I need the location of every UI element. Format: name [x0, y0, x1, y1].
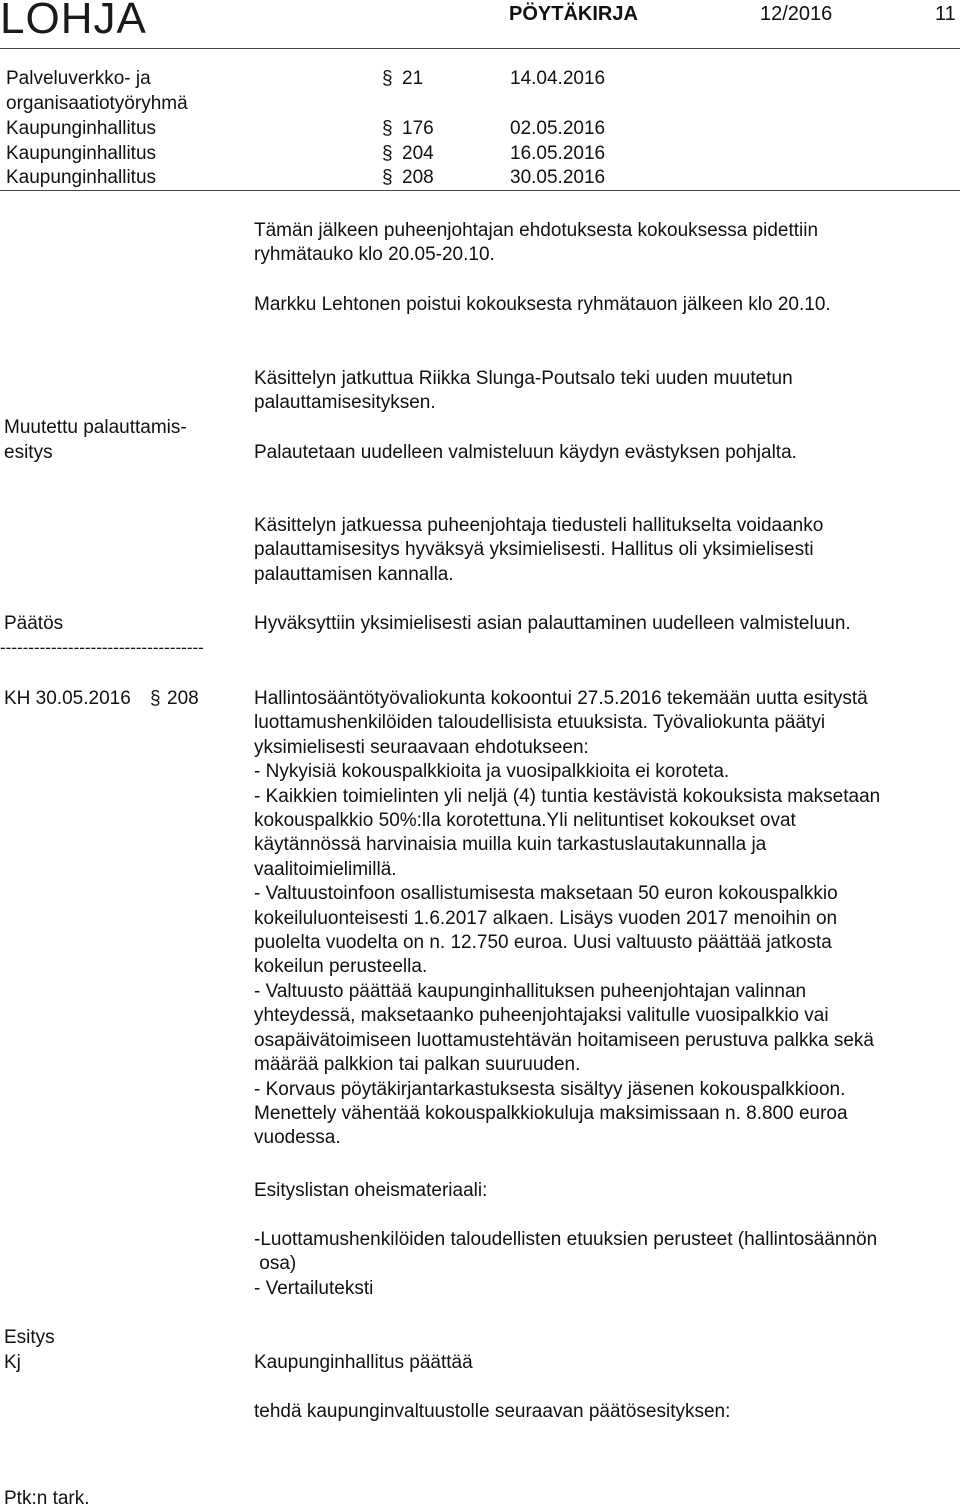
section-sign-icon: § — [382, 167, 393, 188]
text-line: yksimielisesti seuraavaan ehdotukseen: — [254, 736, 589, 758]
text-line: vaalitoimielimillä. — [254, 858, 397, 880]
text-line: määrää palkkion tai palkan suuruuden. — [254, 1054, 581, 1076]
text-line: Kaupunginhallitus päättää — [254, 1352, 473, 1373]
history-date: 16.05.2016 — [510, 143, 606, 164]
attachments-title — [254, 1179, 954, 1203]
text-line: ryhmätauko klo 20.05-20.10. — [254, 244, 495, 266]
history-body: Palveluverkko- ja — [6, 68, 151, 89]
lohja-logo: LOHJA — [0, 0, 147, 43]
history-date: 02.05.2016 — [510, 118, 606, 139]
text-line: palauttamisesityksen. — [254, 392, 436, 414]
text-line: Hallintosääntötyövaliokunta kokoontui 27.5.2016 tekemään uutta esitystä — [254, 688, 868, 709]
muutettu-label: esitys — [4, 442, 53, 463]
text-line: -Luottamushenkilöiden taloudellisten etuuksien perusteet (hallintosäännön — [254, 1229, 878, 1250]
history-number: 204 — [402, 143, 434, 164]
text-line: kokouspalkkio 50%:lla korotettuna.Yli nelituntiset kokoukset ovat — [254, 810, 796, 832]
kh-number: 208 — [167, 688, 199, 709]
history-number: 208 — [402, 167, 434, 188]
return-paragraph — [254, 441, 954, 465]
text-line: palauttamisen kannalla. — [254, 563, 454, 585]
dashed-separator: ------------------------------------ — [0, 638, 204, 657]
text-line: yhteydessä, maksetaanko puheenjohtajaksi valitulle vuosipalkkio vai — [254, 1005, 829, 1027]
header-divider — [0, 48, 960, 49]
history-body: organisaatiotyöryhmä — [6, 93, 188, 114]
text-line: - Valtuusto päättää kaupunginhallituksen puheenjohtajan valinnan — [254, 980, 807, 1002]
text-line: - Nykyisiä kokouspalkkioita ja vuosipalkkioita ei koroteta. — [254, 761, 730, 783]
text-line: - Valtuustoinfoon osallistumisesta maksetaan 50 euron kokouspalkkio — [254, 883, 838, 905]
decision-paragraph — [254, 612, 954, 636]
asked-paragraph — [254, 514, 954, 587]
text-line: vuodessa. — [254, 1127, 341, 1149]
section-sign-icon: § — [150, 688, 161, 709]
history-number: 176 — [402, 118, 434, 139]
text-line: Käsittelyn jatkuessa puheenjohtaja tiedusteli hallitukselta voidaanko — [254, 515, 824, 536]
text-line: Markku Lehtonen poistui kokouksesta ryhmätauon jälkeen klo 20.10. — [254, 294, 831, 315]
pause-paragraph — [254, 219, 954, 268]
text-line: tehdä kaupunginvaltuustolle seuraavan päätösesityksen: — [254, 1401, 731, 1422]
continued-paragraph — [254, 367, 954, 416]
proposal-paragraph — [254, 1400, 954, 1424]
text-line: - Vertailuteksti — [254, 1277, 374, 1299]
text-line: Menettely vähentää kokouspalkkiokuluja maksimissaan n. 8.800 euroa — [254, 1102, 848, 1124]
text-line: Tämän jälkeen puheenjohtajan ehdotuksesta kokouksessa pidettiin — [254, 220, 819, 241]
text-line: - Korvaus pöytäkirjantarkastuksesta sisältyy jäsenen kokouspalkkioon. — [254, 1078, 846, 1100]
section-sign-icon: § — [382, 68, 393, 89]
section-sign-icon: § — [382, 118, 393, 139]
text-line: Hyväksyttiin yksimielisesti asian palauttaminen uudelleen valmisteluun. — [254, 613, 851, 634]
attachments-list — [254, 1228, 954, 1301]
text-line: kokeilun perusteella. — [254, 956, 428, 978]
history-body: Kaupunginhallitus — [6, 118, 157, 139]
history-date: 14.04.2016 — [510, 68, 606, 89]
text-line: käytännössä harvinaisia muilla kuin tarkastuslautakunnalla ja — [254, 834, 767, 856]
text-line: palauttamisesitys hyväksyä yksimielisesti. Hallitus oli yksimielisesti — [254, 539, 814, 561]
kh-body — [254, 687, 954, 1151]
text-line: Esityslistan oheismateriaali: — [254, 1180, 488, 1201]
esitys-label: Esitys — [4, 1327, 55, 1348]
board-paragraph — [254, 1351, 954, 1375]
history-body: Kaupunginhallitus — [6, 143, 157, 164]
muutettu-label: Muutettu palauttamis- — [4, 417, 187, 438]
kj-label: Kj — [4, 1352, 21, 1373]
text-line: kokeiluluonteisesti 1.6.2017 alkaen. Lisäys vuoden 2017 menoihin on — [254, 907, 838, 929]
text-line: luottamushenkilöiden taloudellisista etuuksista. Työvaliokunta päätyi — [254, 712, 826, 734]
text-line: osapäivätoimiseen luottamustehtävän hoitamiseen perustuva palkka sekä — [254, 1029, 874, 1051]
issue-number: 12/2016 — [760, 3, 833, 25]
history-date: 30.05.2016 — [510, 167, 606, 188]
text-line: Käsittelyn jatkuttua Riikka Slunga-Poutsalo teki uuden muutetun — [254, 368, 793, 389]
text-line: - Kaikkien toimielinten yli neljä (4) tuntia kestävistä kokouksista maksetaan — [254, 785, 881, 807]
kh-reference: KH 30.05.2016 — [4, 688, 131, 709]
text-line: osa) — [254, 1253, 297, 1275]
document-type: PÖYTÄKIRJA — [509, 3, 638, 25]
paatos-label: Päätös — [4, 613, 64, 634]
left-meeting-paragraph — [254, 293, 954, 317]
text-line: puolelta vuodelta on n. 12.750 euroa. Uusi valtuusto päättää jatkosta — [254, 932, 832, 954]
history-number: 21 — [402, 68, 424, 89]
page-number: 11 — [935, 3, 956, 25]
section-sign-icon: § — [382, 143, 393, 164]
history-divider — [0, 190, 960, 191]
text-line: Palautetaan uudelleen valmisteluun käydyn evästyksen pohjalta. — [254, 442, 797, 463]
history-body: Kaupunginhallitus — [6, 167, 157, 188]
footer-check-label: Ptk:n tark. — [4, 1488, 90, 1509]
